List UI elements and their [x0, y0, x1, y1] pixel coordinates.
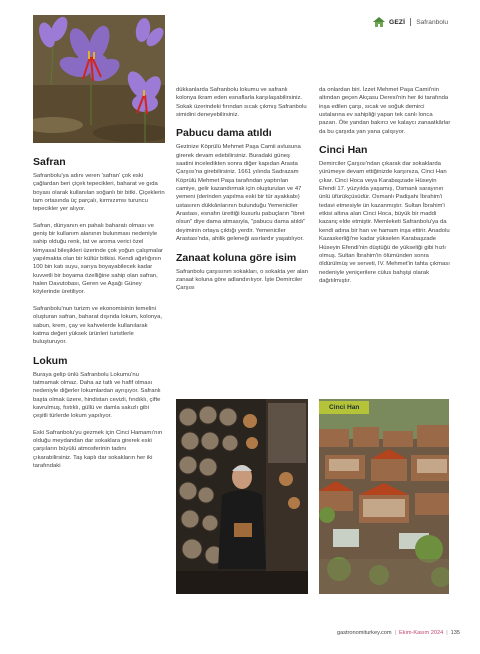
footer-site: gastronomiturkey.com — [336, 630, 392, 636]
saffron-flowers-photo — [33, 15, 165, 143]
paragraph: dükkanlarda Safranbolu lokumu ve safranlı kolonya ikram eden esnaflarla karşılaşabilirsiniz. Sokak üzerindeki fırından sıcak çıkmış Safranbolu simidini deneyebilirsiniz. — [176, 87, 307, 119]
heading-pabucu: Pabucu dama atıldı — [176, 127, 272, 140]
paragraph: Eski Safranbolu'yu gezmek için Cinci Hamamı'nın olduğu meydandan dar sokaklara girerek eski çarşıların büyülü atmosferinin tadını çıkarabilirsiniz. Taş kaplı dar sokakların her iki tarafındaki — [33, 429, 163, 469]
paragraph: Safranbolu'ya adını veren 'safran' çok eski çağlardan beri çiçek tepecikleri, baharat ve gıda boyası olarak kullanılan soğanlı bir bitki. Çiçeklerin tam ortasında üç parçalı, kırmızımsı turuncu tepecikler yer alıyor. — [33, 173, 165, 213]
header-divider — [410, 18, 411, 26]
section-label: GEZİ — [389, 18, 406, 26]
column-1 — [33, 156, 165, 478]
footer-issue: Ekim-Kasım 2024 — [399, 630, 444, 636]
section-header — [372, 14, 472, 30]
photo-caption: Cinci Han — [319, 401, 369, 414]
footer-divider: | — [394, 630, 397, 636]
house-icon — [372, 16, 386, 28]
paragraph: Gezinize Köprülü Mehmet Paşa Camii avlusuna girerek devam edebilirsiniz. Buradaki güneş saatini inceledikten sonra diğer kapıdan Arasta Çarşısı'na girebilirsiniz. 1661 yılında Sadrazam Köprülü Mehmet Paşa tarafından yaptırılan camiye, gelir kazandırmak için oluşturulan ve 47 yemeni (derinden yapılma eski bir tür ayakkabı) ustasının dükkânlarının bulunduğu Yemeniciler Arastası, esnafın ürettiği kusurlu pabuçların "ibret olsun" diye dama atmasıyla, "pabucu dama atıldı" deyiminin ortaya çıktığı yerdir. Yemeniciler Arastası'nda, ahilik geleneği asırlardır yaşatılıyor. — [176, 144, 306, 243]
cinci-han-town-view-photo — [319, 399, 449, 594]
page-footer — [300, 630, 460, 636]
paragraph: Demirciler Çarşısı'ndan çıkarak dar sokaklarda yürümeye devam ettiğinizde karşınıza, Cinci Han çıkar. Cinci Hoca veya Karabaşzade Hüseyin Efendi 17. yüzyılda yaşamış, Osmanlı sarayının ünlü üfürükçüsüdür. Osmanlı Padişahı İbrahim'i tedavi etmesiyle ün kazanmıştır. Sultan İbrahim'i etkisi altına alan Cinci Hoca, büyük bir maddi kazanç elde etmiştir. Memleketi Safranbolu'ya da kendi adına bir han ve hamam inşa ettirir. Anadolu Kazaskerliği'ne kadar yükselen Karabaşzade Hüseyin Efendi'nin düştüğü de yükseliği gibi hızlı olmuş. Sultan İbrahim'in ölümünden sonra öldürülmüş ve serveti, IV. Mehmet'in tahta çıkması nedeniyle yeniçerilere cülus bahşişi olarak dağıtılmıştır. — [319, 161, 450, 284]
column-2 — [176, 86, 308, 301]
paragraph: Safran, dünyanın en pahalı baharatı olması ve geniş bir kullanım alanının bulunması nedeniyle sahip olduğu renk, tat ve aroma verici özel kimyasal bileşikleri üzerinde çok yoğun çalışmalar yapılmakta olan bir kültür bitkisi. Kendi ağırlığının 100 bin katı suyu, sarıya boyayabilecek kadar kuvvetli bir boyama özelliğine sahip olan safran, halen Davutobası, Geren ve Aşağı Güney köylerinde üretiliyor. — [33, 222, 163, 296]
paragraph: Safranbolu çarşısının sokakları, o sokakta yer alan zanaat koluna göre adlandırılıyor. İşte Demirciler Çarşısı — [176, 268, 308, 292]
heading-cinci-han: Cinci Han — [319, 144, 368, 157]
paragraph: da onlardan biri. İzzet Mehmet Paşa Camii'nin altından geçen Akçasu Deresi'nin her iki tarafında inşa edilen çarşı, sıcak ve soğuk demirci ustalarına ev sahipliği yapan tek canlı lonca pazarı. Öte yandan bakırcı ve kalaycı zanaatkârlar da bu çarşıda yan yana çalışıyor. — [319, 87, 451, 135]
heading-lokum: Lokum — [33, 354, 68, 367]
footer-divider: | — [446, 630, 448, 636]
page-number: 135 — [450, 630, 460, 636]
paragraph: Buraya gelip ünlü Safranbolu Lokumu'nu tatmamak olmaz. Daha az tatlı ve hafif olması nedeniyle diğerler lokumlardan ayrışıyor. Safranlı başta olmak üzere, hindistan cevizli, fındıklı, çifte kavrulmuş, fıstıklı, güllü ve damla sakızlı gibi çeşitli türlerde lokum yapılıyor. — [33, 371, 161, 420]
heading-zanaat: Zanaat koluna göre isim — [176, 251, 297, 264]
heading-safran: Safran — [33, 156, 66, 168]
subsection-label: Safranbolu — [416, 18, 449, 26]
paragraph: Safranbolu'nun turizm ve ekonomisinin temelini oluşturan safran, baharat dışında lokum, kolonya, sabun, krem, çay ve kahvelerde kullanılarak katma değeri yüksek ürünleri turistlerle buluşturuyor. — [33, 305, 163, 346]
column-3 — [319, 86, 451, 293]
shopkeeper-with-copper-pots-photo — [176, 399, 308, 594]
